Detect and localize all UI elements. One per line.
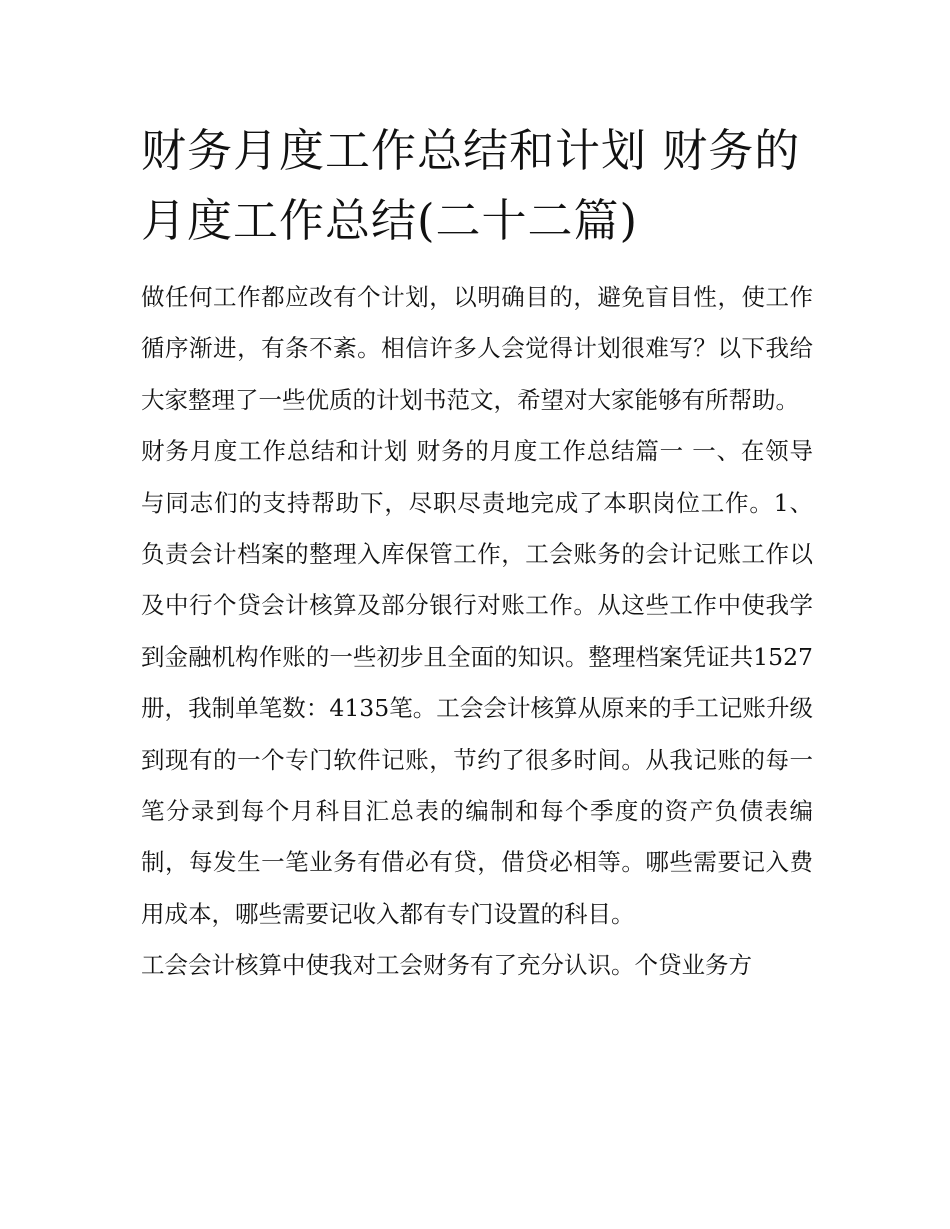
document-body [141, 116, 813, 992]
paragraph-summary-part-one: 财务月度工作总结和计划 财务的月度工作总结篇一 一、在领导与同志们的支持帮助下，尽职尽责地完成了本职岗位工作。1、负责会计档案的整理入库保管工作，工会账务的会计记账工作以及中行个贷会计核算及部分银行对账工作。从这些工作中使我学到金融机构作账的一些初步且全面的知识。整理档案凭证共1527册，我制单笔数：4135笔。工会会计核算从原来的手工记账升级到现有的一个专门软件记账，节约了很多时间。从我记账的每一笔分录到每个月科目汇总表的编制和每个季度的资产负债表编制，每发生一笔业务有借必有贷，借贷必相等。哪些需要记入费用成本，哪些需要记收入都有专门设置的科目。 [141, 437, 813, 928]
document-title: 财务月度工作总结和计划 财务的月度工作总结(二十二篇) [141, 124, 801, 247]
paragraph-intro: 做任何工作都应改有个计划，以明确目的，避免盲目性，使工作循序渐进，有条不紊。相信许多人会觉得计划很难写？以下我给大家整理了一些优质的计划书范文，希望对大家能够有所帮助。 [141, 283, 813, 414]
paragraph-union-accounting: 工会会计核算中使我对工会财务有了充分认识。个贷业务方 [141, 951, 752, 980]
